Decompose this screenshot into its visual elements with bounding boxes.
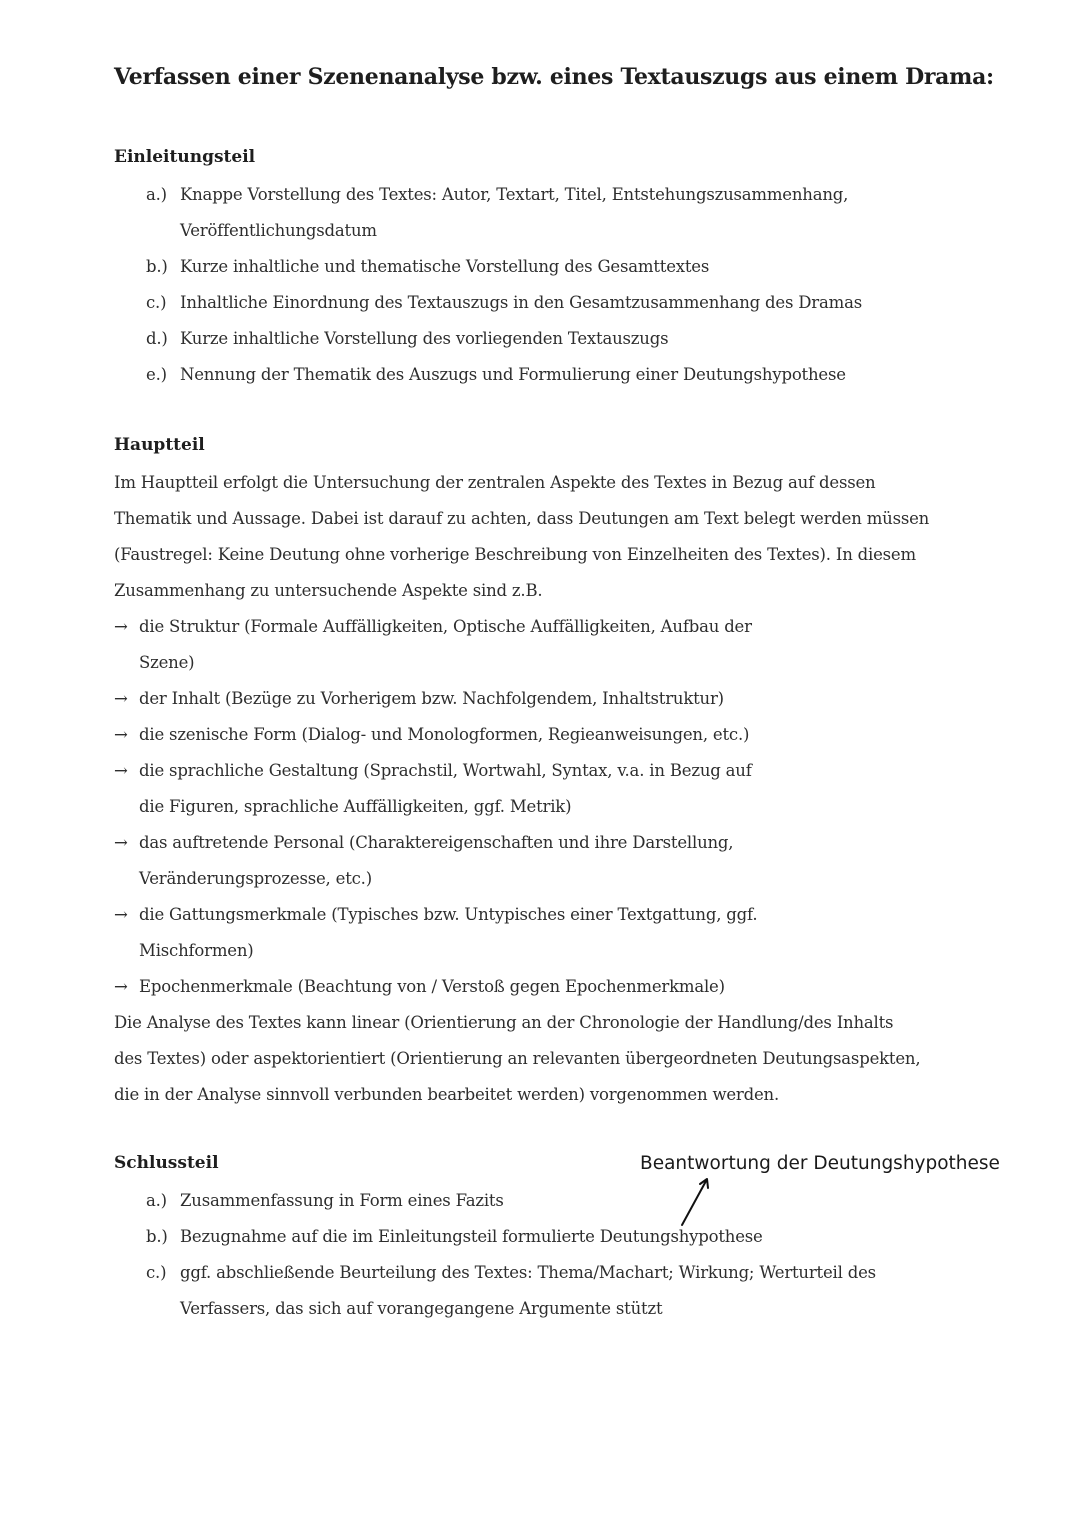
- item-text: ggf. abschließende Beurteilung des Textes: Thema/Machart; Wirkung; Werturteil des: [180, 1263, 876, 1282]
- aspect-text: Epochenmerkmale (Beachtung von / Verstoß gegen Epochenmerkmale): [139, 977, 725, 996]
- section-heading-hauptteil: Hauptteil: [114, 435, 205, 455]
- aspect-text: der Inhalt (Bezüge zu Vorherigem bzw. Nachfolgendem, Inhaltstruktur): [139, 689, 724, 708]
- item-label: b.): [146, 1227, 168, 1246]
- item-label: c.): [146, 1263, 167, 1282]
- item-text: Zusammenfassung in Form eines Fazits: [180, 1191, 504, 1210]
- paragraph-line: (Faustregel: Keine Deutung ohne vorherige Beschreibung von Einzelheiten des Textes). In diesem: [114, 545, 916, 564]
- aspect-text: die Struktur (Formale Auffälligkeiten, Optische Auffälligkeiten, Aufbau der: [139, 617, 752, 636]
- aspect-text: Szene): [139, 653, 195, 672]
- aspect-text: die sprachliche Gestaltung (Sprachstil, Wortwahl, Syntax, v.a. in Bezug auf: [139, 761, 752, 780]
- item-text: Kurze inhaltliche und thematische Vorstellung des Gesamttextes: [180, 257, 710, 276]
- section-heading-einleitung: Einleitungsteil: [114, 147, 256, 167]
- paragraph-line: Die Analyse des Textes kann linear (Orientierung an der Chronologie der Handlung/des Inhalts: [114, 1013, 894, 1032]
- item-text: Knappe Vorstellung des Textes: Autor, Textart, Titel, Entstehungszusammenhang,: [180, 185, 849, 204]
- paragraph-line: Zusammenhang zu untersuchende Aspekte sind z.B.: [114, 581, 543, 600]
- document-title: Verfassen einer Szenenanalyse bzw. eines Textauszugs aus einem Drama:: [114, 64, 994, 90]
- aspect-text: die Figuren, sprachliche Auffälligkeiten, ggf. Metrik): [139, 797, 572, 816]
- item-text: Veröffentlichungsdatum: [180, 221, 377, 240]
- item-label: a.): [146, 185, 167, 204]
- aspect-text: das auftretende Personal (Charaktereigenschaften und ihre Darstellung,: [139, 833, 734, 852]
- arrow-right-icon: →: [114, 617, 128, 636]
- arrow-right-icon: →: [114, 761, 128, 780]
- paragraph-line: Thematik und Aussage. Dabei ist darauf zu achten, dass Deutungen am Text belegt werden müssen: [114, 509, 930, 528]
- item-label: d.): [146, 329, 168, 348]
- aspect-text: die Gattungsmerkmale (Typisches bzw. Untypisches einer Textgattung, ggf.: [139, 905, 758, 924]
- arrow-right-icon: →: [114, 905, 128, 924]
- item-label: c.): [146, 293, 167, 312]
- item-text: Verfassers, das sich auf vorangegangene Argumente stützt: [180, 1299, 663, 1318]
- aspect-text: Veränderungsprozesse, etc.): [139, 869, 372, 888]
- item-text: Bezugnahme auf die im Einleitungsteil formulierte Deutungshypothese: [180, 1227, 763, 1246]
- handwritten-arrow-icon: [676, 1173, 716, 1229]
- item-text: Nennung der Thematik des Auszugs und Formulierung einer Deutungshypothese: [180, 365, 846, 384]
- aspect-text: die szenische Form (Dialog- und Monologformen, Regieanweisungen, etc.): [139, 725, 750, 744]
- paragraph-line: Im Hauptteil erfolgt die Untersuchung der zentralen Aspekte des Textes in Bezug auf dessen: [114, 473, 876, 492]
- paragraph-line: die in der Analyse sinnvoll verbunden bearbeitet werden) vorgenommen werden.: [114, 1085, 780, 1104]
- item-label: a.): [146, 1191, 167, 1210]
- arrow-right-icon: →: [114, 689, 128, 708]
- arrow-right-icon: →: [114, 725, 128, 744]
- item-text: Kurze inhaltliche Vorstellung des vorliegenden Textauszugs: [180, 329, 669, 348]
- handwritten-annotation: Beantwortung der Deutungshypothese: [640, 1153, 1000, 1174]
- section-heading-schluss: Schlussteil: [114, 1153, 219, 1173]
- item-label: e.): [146, 365, 167, 384]
- item-label: b.): [146, 257, 168, 276]
- aspect-text: Mischformen): [139, 941, 254, 960]
- item-text: Inhaltliche Einordnung des Textauszugs in den Gesamtzusammenhang des Dramas: [180, 293, 862, 312]
- paragraph-line: des Textes) oder aspektorientiert (Orientierung an relevanten übergeordneten Deutungsaspekten,: [114, 1049, 921, 1068]
- arrow-right-icon: →: [114, 977, 128, 996]
- arrow-right-icon: →: [114, 833, 128, 852]
